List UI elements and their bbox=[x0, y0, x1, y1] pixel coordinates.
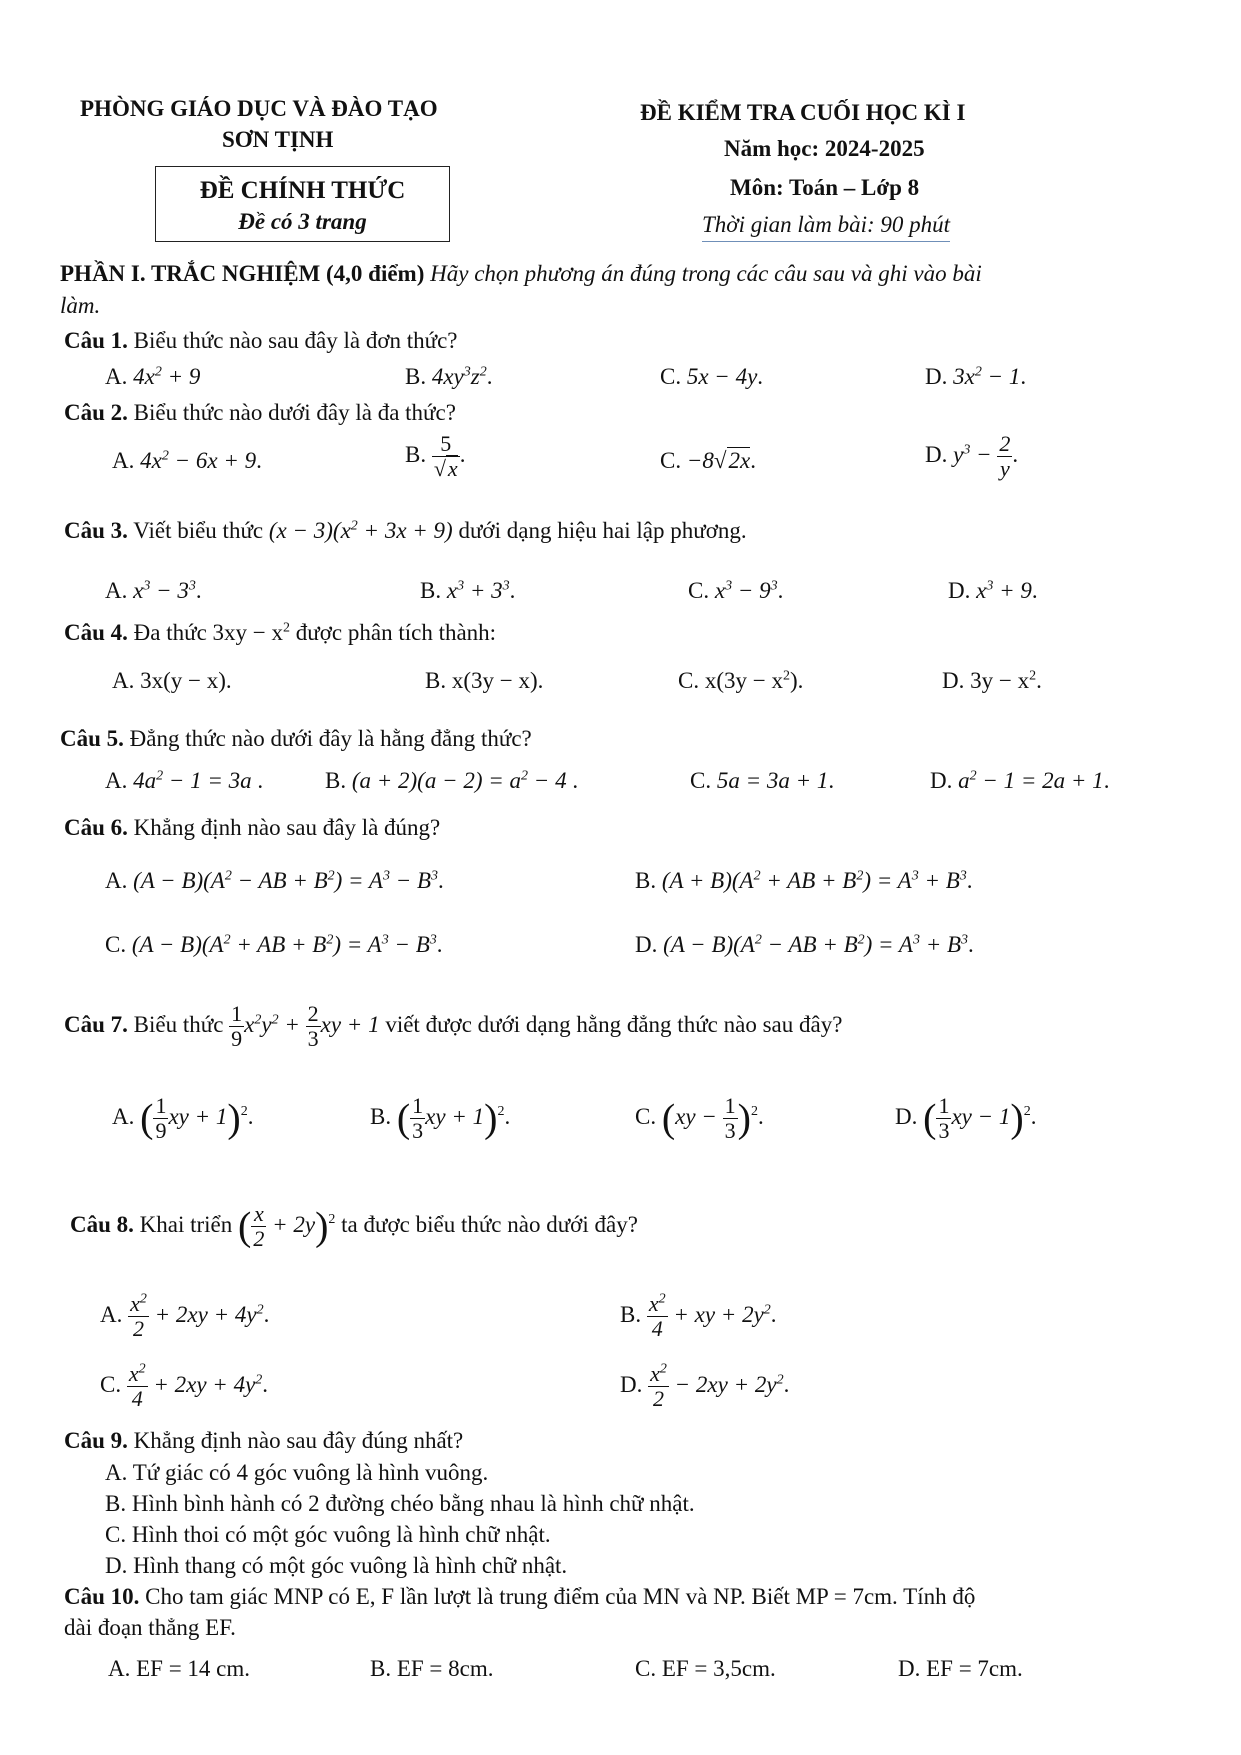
option-text: EF = 3,5cm. bbox=[656, 1656, 776, 1681]
option-letter: B. bbox=[105, 1491, 127, 1516]
school-year: Năm học: 2024-2025 bbox=[724, 136, 925, 161]
option-letter: D. bbox=[620, 1371, 643, 1397]
fraction: $\frac{2}{y}$ bbox=[999, 431, 1011, 481]
exam-title: ĐỀ KIỂM TRA CUỐI HỌC KÌ I bbox=[640, 100, 966, 125]
option-8b: B. $\frac{x^2}{4}$ + xy + $2y^2$. bbox=[620, 1291, 777, 1341]
official-exam-box bbox=[155, 166, 450, 242]
question-label: Câu 7. bbox=[64, 1011, 128, 1037]
option-letter: D. bbox=[895, 1103, 918, 1129]
question-7: Câu 7. Biểu thức $\frac{1}{9}$ $x^2y^2$ + $\frac{2}{3}$ xy + 1 viết được dưới dạng hằng đẳng thức nào sau đây? bbox=[64, 1001, 843, 1051]
option-expression: $(A - B)(A^2$ − AB + $B^2) = A^3 - B^3$ bbox=[133, 868, 439, 893]
question-text-after: viết được dưới dạng hằng đẳng thức nào sau đây? bbox=[379, 1011, 843, 1037]
question-label: Câu 2. bbox=[64, 400, 128, 425]
option-letter: D. bbox=[925, 441, 948, 467]
option-8d: D. $\frac{x^2}{2}$ − $2xy + 2y^2$. bbox=[620, 1361, 790, 1411]
question-label: Câu 4. bbox=[64, 620, 128, 645]
option-7b: B. ( $\frac{1}{3}$ xy + 1)$^2$. bbox=[370, 1093, 511, 1143]
option-8a: A. $\frac{x^2}{2}$ + $2xy + 4y^2$. bbox=[100, 1291, 270, 1341]
question-4: Câu 4. Đa thức $3xy - x^2$ được phân tích thành: bbox=[64, 620, 497, 645]
pages-note: Đề có 3 trang bbox=[238, 209, 367, 234]
option-letter: C. bbox=[688, 578, 710, 603]
option-letter: D. bbox=[105, 1553, 128, 1578]
question-label: Câu 5. bbox=[60, 726, 124, 751]
question-6 bbox=[64, 815, 440, 841]
official-label: ĐỀ CHÍNH THỨC bbox=[199, 177, 406, 204]
question-text-after: ta được biểu thức nào dưới đây? bbox=[335, 1211, 638, 1237]
question-expression: $(x - 3)(x^2 + 3x + 9)$ bbox=[268, 518, 453, 543]
option-expression: $(a + 2)(a - 2) = a^2 - 4$ bbox=[351, 768, 567, 793]
option-expression: x(3y − x). bbox=[451, 668, 544, 693]
question-expression: 3xy − x bbox=[212, 620, 284, 645]
option-letter: A. bbox=[112, 1103, 135, 1129]
option-10d bbox=[898, 1656, 1023, 1682]
option-6d: D. $(A - B)(A^2$ − AB + $B^2) = A^3 + B^3$. bbox=[635, 932, 974, 957]
option-letter: A. bbox=[112, 668, 135, 693]
question-label: Câu 3. bbox=[64, 518, 128, 543]
question-label: Câu 9. bbox=[64, 1428, 128, 1453]
question-10 bbox=[64, 1584, 975, 1610]
option-letter: D. bbox=[948, 578, 971, 603]
option-text: EF = 8cm. bbox=[391, 1656, 494, 1681]
question-text: Cho tam giác MNP có E, F lần lượt là trung điểm của MN và NP. Biết MP = 7cm. Tính độ bbox=[139, 1584, 976, 1609]
option-6b: B. $(A + B)(A^2$ + AB + $B^2) = A^3 + B^3$. bbox=[635, 868, 973, 893]
option-letter: A. bbox=[112, 448, 135, 473]
option-letter: A. bbox=[105, 868, 128, 893]
option-6c: C. $(A - B)(A^2$ + AB + $B^2) = A^3 - B^3$. bbox=[105, 932, 443, 957]
option-1b: B. $4xy^3z^2$. bbox=[405, 364, 493, 389]
option-5c: C. 5a = 3a + 1. bbox=[690, 768, 835, 793]
option-text: EF = 14 cm. bbox=[130, 1656, 251, 1681]
option-letter: A. bbox=[105, 578, 128, 603]
option-text: Tứ giác có 4 góc vuông là hình vuông. bbox=[127, 1460, 489, 1485]
option-expression: $x^3 - 9^3$ bbox=[714, 578, 778, 603]
option-letter: B. bbox=[370, 1656, 392, 1681]
question-text: Đẳng thức nào dưới đây là hằng đẳng thức? bbox=[123, 726, 532, 751]
option-expression: $x^3 + 3^3$ bbox=[446, 578, 510, 603]
duration-line: Thời gian làm bài: 90 phút bbox=[702, 211, 950, 242]
question-text: Biểu thức nào dưới đây là đa thức? bbox=[127, 400, 456, 425]
option-letter: D. bbox=[635, 932, 658, 957]
option-2d: D. $y^3$ − $\frac{2}{y}$ . bbox=[925, 431, 1019, 481]
option-expression: $a^2 - 1 = 2a + 1$ bbox=[958, 768, 1104, 793]
option-letter: C. bbox=[100, 1371, 122, 1397]
option-letter: C. bbox=[105, 1522, 127, 1547]
option-4b bbox=[425, 668, 543, 694]
option-expression: x(3y − x bbox=[704, 668, 783, 693]
option-9c bbox=[105, 1522, 551, 1548]
question-2 bbox=[64, 400, 456, 426]
question-text: Khẳng định nào sau đây đúng nhất? bbox=[127, 1428, 464, 1453]
option-letter: B. bbox=[420, 578, 442, 603]
district-name: SƠN TỊNH bbox=[222, 127, 334, 152]
option-letter: B. bbox=[620, 1301, 642, 1327]
option-expression: 5x − 4y bbox=[686, 364, 758, 389]
option-2c: C. −8√2x. bbox=[660, 448, 756, 473]
option-letter: C. bbox=[690, 768, 712, 793]
option-text: Hình bình hành có 2 đường chéo bằng nhau là hình chữ nhật. bbox=[126, 1491, 695, 1516]
option-letter: C. bbox=[660, 448, 682, 473]
question-text: Biểu thức nào sau đây là đơn thức? bbox=[127, 328, 458, 353]
option-letter: A. bbox=[108, 1656, 131, 1681]
option-expression: $y^3$ − bbox=[953, 441, 998, 467]
question-3 bbox=[64, 518, 747, 544]
option-3a: A. $x^3 - 3^3$. bbox=[105, 578, 202, 603]
option-letter: D. bbox=[942, 668, 965, 693]
question-text-before: Viết biểu thức bbox=[127, 518, 269, 543]
option-letter: D. bbox=[925, 364, 948, 389]
question-label: Câu 8. bbox=[70, 1211, 134, 1237]
option-letter: D. bbox=[898, 1656, 921, 1681]
option-expression: $x^3 - 3^3$ bbox=[133, 578, 196, 603]
question-label: Câu 1. bbox=[64, 328, 128, 353]
option-expression: 3x(y − x). bbox=[140, 668, 232, 693]
question-8: Câu 8. Khai triển ( $\frac{x}{2}$ + 2y)$^2$ ta được biểu thức nào dưới đây? bbox=[70, 1201, 638, 1251]
question-text: Khẳng định nào sau đây là đúng? bbox=[127, 815, 441, 840]
option-5d: D. $a^2 - 1 = 2a + 1$. bbox=[930, 768, 1110, 793]
option-expression: −8√2x bbox=[686, 448, 751, 473]
option-text: Hình thang có một góc vuông là hình chữ nhật. bbox=[127, 1553, 568, 1578]
option-letter: C. bbox=[105, 932, 127, 957]
option-letter: B. bbox=[425, 668, 447, 693]
option-letter: C. bbox=[635, 1103, 657, 1129]
option-letter: A. bbox=[105, 1460, 128, 1485]
option-expression: $4x^2 - 6x + 9$ bbox=[140, 448, 257, 473]
option-letter: A. bbox=[105, 768, 128, 793]
option-expression: $(A - B)(A^2$ + AB + $B^2) = A^3 - B^3$ bbox=[131, 932, 437, 957]
option-10a bbox=[108, 1656, 250, 1682]
question-text-before: Biểu thức bbox=[127, 1011, 230, 1037]
option-text: EF = 7cm. bbox=[920, 1656, 1023, 1681]
subject-line: Môn: Toán – Lớp 8 bbox=[730, 175, 920, 200]
option-7d: D. ( $\frac{1}{3}$ xy − 1)$^2$. bbox=[895, 1093, 1037, 1143]
option-9a bbox=[105, 1460, 488, 1486]
option-expression: $4x^2 + 9$ bbox=[133, 364, 201, 389]
option-4a bbox=[112, 668, 232, 694]
option-expression: $4a^2 - 1 = 3a$ bbox=[133, 768, 252, 793]
option-4d: D. $3y - x^2$. bbox=[942, 668, 1042, 693]
option-5b: B. $(a + 2)(a - 2) = a^2 - 4$ . bbox=[325, 768, 579, 793]
option-letter: B. bbox=[405, 441, 427, 467]
option-letter: C. bbox=[678, 668, 700, 693]
question-10-cont: dài đoạn thẳng EF. bbox=[64, 1615, 236, 1640]
question-text-after: được phân tích thành: bbox=[290, 620, 497, 645]
part1-instruction-cont: làm. bbox=[60, 293, 101, 318]
option-letter: B. bbox=[635, 868, 657, 893]
option-9d bbox=[105, 1553, 567, 1579]
option-1d: D. $3x^2 - 1$. bbox=[925, 364, 1027, 389]
question-1 bbox=[64, 328, 458, 354]
option-letter: D. bbox=[930, 768, 953, 793]
option-expression: 3y − x bbox=[970, 668, 1030, 693]
option-4c: C. $x(3y - x^2)$. bbox=[678, 668, 804, 693]
option-6a: A. $(A - B)(A^2$ − AB + $B^2) = A^3 - B^3$. bbox=[105, 868, 444, 893]
option-3b: B. $x^3 + 3^3$. bbox=[420, 578, 516, 603]
option-expression: $(A - B)(A^2$ − AB + $B^2) = A^3 + B^3$ bbox=[663, 932, 969, 957]
fraction: $\frac{5}{√x}$ bbox=[433, 431, 458, 481]
question-9 bbox=[64, 1428, 463, 1454]
option-2b: B. $\frac{5}{√x}$ . bbox=[405, 431, 466, 481]
option-2a: A. $4x^2 - 6x + 9$. bbox=[112, 448, 262, 473]
question-label: Câu 6. bbox=[64, 815, 128, 840]
question-label: Câu 10. bbox=[64, 1584, 140, 1609]
option-9b bbox=[105, 1491, 695, 1517]
option-letter: B. bbox=[325, 768, 347, 793]
question-text-before: Khai triển bbox=[133, 1211, 239, 1237]
department-name: PHÒNG GIÁO DỤC VÀ ĐÀO TẠO bbox=[80, 96, 438, 121]
option-expression: $(A + B)(A^2$ + AB + $B^2) = A^3 + B^3$ bbox=[661, 868, 967, 893]
part1-heading bbox=[60, 260, 982, 288]
option-5a: A. $4a^2 - 1 = 3a$ . bbox=[105, 768, 264, 793]
option-10b bbox=[370, 1656, 494, 1682]
option-expression: $4xy^3z^2$ bbox=[431, 364, 487, 389]
question-text-before: Đa thức bbox=[127, 620, 213, 645]
question-5 bbox=[60, 726, 532, 752]
fraction: $\frac{2}{3}$ bbox=[307, 1001, 319, 1051]
part1-instruction: Hãy chọn phương án đúng trong các câu sau và ghi vào bài bbox=[424, 261, 982, 286]
question-text-after: dưới dạng hiệu hai lập phương. bbox=[452, 518, 747, 543]
option-8c: C. $\frac{x^2}{4}$ + $2xy + 4y^2$. bbox=[100, 1361, 269, 1411]
option-1a bbox=[105, 364, 200, 390]
option-expression: $3x^2 - 1$ bbox=[953, 364, 1021, 389]
option-letter: B. bbox=[370, 1103, 392, 1129]
part1-title: PHẦN I. TRẮC NGHIỆM (4,0 điểm) bbox=[60, 261, 425, 286]
option-letter: A. bbox=[105, 364, 128, 389]
option-letter: C. bbox=[635, 1656, 657, 1681]
option-expression: 5a = 3a + 1 bbox=[716, 768, 829, 793]
option-expression: $x^3 + 9$ bbox=[976, 578, 1032, 603]
option-3d: D. $x^3 + 9$. bbox=[948, 578, 1038, 603]
option-7a: A. ( $\frac{1}{9}$ xy + 1)$^2$. bbox=[112, 1093, 254, 1143]
fraction: $\frac{1}{9}$ bbox=[231, 1001, 243, 1051]
option-letter: C. bbox=[660, 364, 682, 389]
option-7c: C. (xy − $\frac{1}{3}$ )$^2$. bbox=[635, 1093, 764, 1143]
option-1c: C. 5x − 4y. bbox=[660, 364, 764, 389]
option-text: Hình thoi có một góc vuông là hình chữ nhật. bbox=[126, 1522, 551, 1547]
option-letter: A. bbox=[100, 1301, 123, 1327]
option-10c bbox=[635, 1656, 776, 1682]
option-letter: B. bbox=[405, 364, 427, 389]
option-3c: C. $x^3 - 9^3$. bbox=[688, 578, 784, 603]
